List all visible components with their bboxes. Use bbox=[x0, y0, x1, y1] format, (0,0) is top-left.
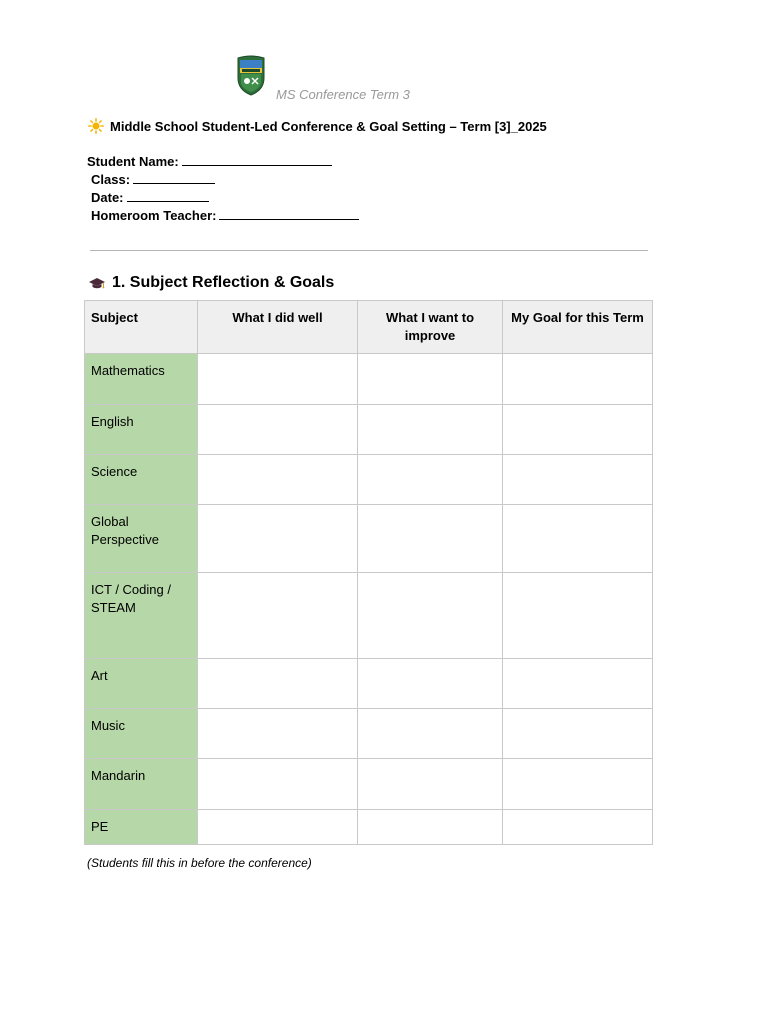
improve-cell[interactable] bbox=[358, 709, 503, 759]
school-crest-logo bbox=[236, 54, 266, 96]
table-row bbox=[85, 573, 653, 659]
did-well-cell[interactable] bbox=[198, 505, 358, 573]
date-field bbox=[91, 189, 209, 205]
section-divider bbox=[90, 250, 648, 251]
goal-cell[interactable] bbox=[503, 573, 653, 659]
homeroom-teacher-blank[interactable] bbox=[219, 207, 359, 220]
class-blank[interactable] bbox=[133, 171, 215, 184]
did-well-cell[interactable] bbox=[198, 354, 358, 405]
did-well-cell[interactable] bbox=[198, 573, 358, 659]
goal-cell[interactable] bbox=[503, 659, 653, 709]
table-row bbox=[85, 659, 653, 709]
subject-cell-english: English bbox=[85, 405, 198, 455]
subject-reflection-table bbox=[84, 300, 653, 845]
subject-cell-mandarin: Mandarin bbox=[85, 759, 198, 810]
improve-cell[interactable] bbox=[358, 659, 503, 709]
table-row bbox=[85, 759, 653, 810]
subject-cell-art: Art bbox=[85, 659, 198, 709]
instruction-note: (Students fill this in before the conference) bbox=[87, 856, 312, 870]
did-well-cell[interactable] bbox=[198, 405, 358, 455]
goal-cell[interactable] bbox=[503, 709, 653, 759]
subject-cell-mathematics: Mathematics bbox=[85, 354, 198, 405]
section-title: 1. Subject Reflection & Goals bbox=[112, 274, 335, 291]
did-well-cell[interactable] bbox=[198, 759, 358, 810]
did-well-cell[interactable] bbox=[198, 709, 358, 759]
improve-cell[interactable] bbox=[358, 354, 503, 405]
subject-cell-global-perspective: Global Perspective bbox=[85, 505, 198, 573]
table-row bbox=[85, 354, 653, 405]
class-label: Class: bbox=[91, 172, 131, 187]
subject-cell-ict-coding-steam: ICT / Coding / STEAM bbox=[85, 573, 198, 659]
did-well-cell[interactable] bbox=[198, 810, 358, 845]
goal-cell[interactable] bbox=[503, 759, 653, 810]
did-well-cell[interactable] bbox=[198, 659, 358, 709]
improve-cell[interactable] bbox=[358, 759, 503, 810]
column-header-improve: What I want to improve bbox=[358, 301, 503, 354]
date-blank[interactable] bbox=[127, 189, 209, 202]
subject-cell-music: Music bbox=[85, 709, 198, 759]
student-name-field bbox=[87, 153, 332, 169]
table-row bbox=[85, 810, 653, 845]
student-name-blank[interactable] bbox=[182, 153, 332, 166]
improve-cell[interactable] bbox=[358, 405, 503, 455]
goal-cell[interactable] bbox=[503, 505, 653, 573]
improve-cell[interactable] bbox=[358, 505, 503, 573]
did-well-cell[interactable] bbox=[198, 455, 358, 505]
table-header-row bbox=[85, 301, 653, 354]
subject-cell-pe: PE bbox=[85, 810, 198, 845]
improve-cell[interactable] bbox=[358, 573, 503, 659]
improve-cell[interactable] bbox=[358, 810, 503, 845]
homeroom-teacher-field bbox=[91, 207, 359, 223]
sun-icon bbox=[88, 118, 104, 134]
goal-cell[interactable] bbox=[503, 810, 653, 845]
graduation-cap-icon bbox=[88, 275, 106, 291]
date-label: Date: bbox=[91, 190, 124, 205]
goal-cell[interactable] bbox=[503, 455, 653, 505]
table-row bbox=[85, 505, 653, 573]
document-title-row bbox=[88, 118, 547, 134]
column-header-subject: Subject bbox=[85, 301, 198, 354]
goal-cell[interactable] bbox=[503, 405, 653, 455]
class-field bbox=[91, 171, 215, 187]
goal-cell[interactable] bbox=[503, 354, 653, 405]
student-name-label: Student Name: bbox=[87, 154, 179, 169]
homeroom-teacher-label: Homeroom Teacher: bbox=[91, 208, 217, 223]
section-heading-row bbox=[88, 274, 334, 292]
improve-cell[interactable] bbox=[358, 455, 503, 505]
table-row bbox=[85, 405, 653, 455]
subject-cell-science: Science bbox=[85, 455, 198, 505]
table-row bbox=[85, 455, 653, 505]
table-row bbox=[85, 709, 653, 759]
document-title: Middle School Student-Led Conference & Goal Setting – Term [3]_2025 bbox=[110, 118, 547, 134]
header-text: MS Conference Term 3 bbox=[276, 87, 410, 102]
column-header-did-well: What I did well bbox=[198, 301, 358, 354]
column-header-goal: My Goal for this Term bbox=[503, 301, 653, 354]
